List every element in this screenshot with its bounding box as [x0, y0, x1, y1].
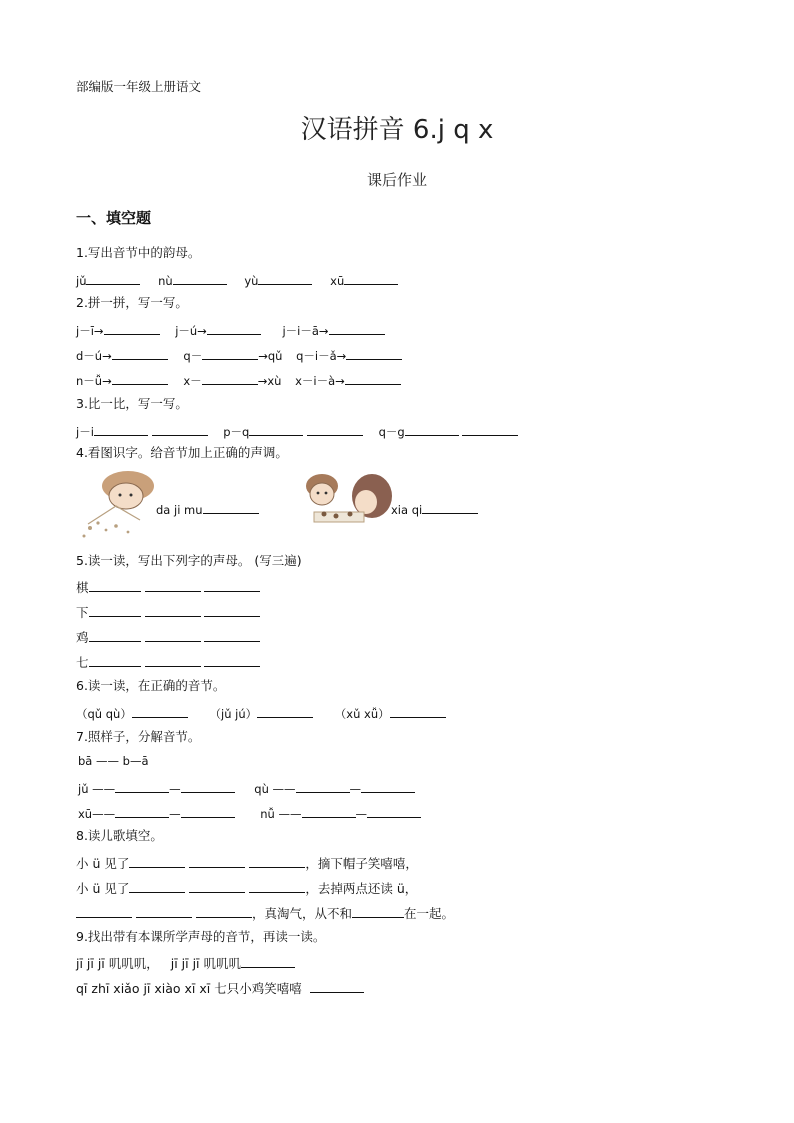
answer-blank[interactable] — [203, 502, 259, 514]
q2-syllable: n－ǚ→ — [76, 374, 112, 388]
q2-row-1 — [76, 323, 385, 338]
answer-blank[interactable] — [115, 781, 169, 793]
q9-text: jī jī jī 叽叽叽， — [76, 956, 159, 971]
answer-blank[interactable] — [204, 605, 260, 617]
q3-pair: q－g — [378, 425, 405, 439]
q2-syllable: j－i－ā→ — [282, 324, 329, 338]
q7-dash: — — [169, 807, 181, 821]
answer-blank[interactable] — [361, 781, 415, 793]
q2-row-2 — [76, 348, 402, 363]
q1-line — [76, 273, 398, 288]
q7-dash: — — [169, 782, 181, 796]
answer-blank[interactable] — [296, 781, 350, 793]
answer-blank[interactable] — [241, 956, 295, 968]
answer-blank[interactable] — [249, 881, 305, 893]
answer-blank[interactable] — [112, 348, 168, 360]
answer-blank[interactable] — [257, 706, 313, 718]
q3-prompt: 3.比一比，写一写。 — [76, 396, 188, 411]
q9-text: jī jī jī 叽叽叽 — [170, 956, 242, 971]
q5-char: 棋 — [76, 580, 89, 595]
answer-blank[interactable] — [207, 323, 261, 335]
q6-prompt: 6.读一读，在正确的音节。 — [76, 678, 226, 693]
answer-blank[interactable] — [249, 856, 305, 868]
answer-blank[interactable] — [462, 424, 518, 436]
answer-blank[interactable] — [145, 630, 201, 642]
answer-blank[interactable] — [173, 273, 227, 285]
answer-blank[interactable] — [422, 502, 478, 514]
answer-blank[interactable] — [115, 806, 169, 818]
answer-blank[interactable] — [204, 655, 260, 667]
answer-blank[interactable] — [352, 906, 404, 918]
answer-blank[interactable] — [329, 323, 385, 335]
answer-blank[interactable] — [181, 806, 235, 818]
q2-syllable: q－i－ǎ→ — [296, 349, 347, 363]
q6-option: （xǔ xǚ） — [334, 707, 390, 721]
answer-blank[interactable] — [94, 424, 148, 436]
answer-blank[interactable] — [76, 906, 132, 918]
q7-example: bā —— b—ā — [78, 754, 149, 768]
answer-blank[interactable] — [189, 856, 245, 868]
q8-text: ，真淘气，从不和 — [251, 906, 352, 921]
q5-prompt: 5.读一读，写出下列字的声母。 (写三遍) — [76, 553, 302, 568]
answer-blank[interactable] — [136, 906, 192, 918]
q3-pair: j－i — [76, 425, 94, 439]
answer-blank[interactable] — [129, 856, 185, 868]
answer-blank[interactable] — [104, 323, 160, 335]
q7-dash: — — [355, 807, 367, 821]
answer-blank[interactable] — [307, 424, 363, 436]
chess-playing-illustration — [300, 470, 394, 544]
chicken-feeding-illustration — [76, 468, 160, 544]
q8-line-1 — [76, 856, 418, 871]
q4-prompt: 4.看图识字。给音节加上正确的声调。 — [76, 445, 288, 460]
q9-line-1 — [76, 956, 295, 971]
section-heading: 一、填空题 — [76, 209, 152, 227]
q4-syllables: da ji mu — [156, 503, 203, 517]
answer-blank[interactable] — [145, 655, 201, 667]
q3-line — [76, 424, 518, 439]
answer-blank[interactable] — [145, 605, 201, 617]
q8-text: 小 ü 见了 — [76, 856, 130, 871]
q1-item: yù — [244, 274, 259, 288]
q4-item-2 — [391, 502, 478, 517]
answer-blank[interactable] — [310, 981, 364, 993]
answer-blank[interactable] — [86, 273, 140, 285]
answer-blank[interactable] — [145, 580, 201, 592]
answer-blank[interactable] — [346, 348, 402, 360]
answer-blank[interactable] — [202, 373, 258, 385]
answer-blank[interactable] — [204, 630, 260, 642]
q2-syllable: d－ú→ — [76, 349, 112, 363]
q2-prompt: 2.拼一拼，写一写。 — [76, 295, 188, 310]
q2-syllable: j－ī→ — [76, 324, 104, 338]
answer-blank[interactable] — [129, 881, 185, 893]
q2-syllable: q－ — [183, 349, 203, 363]
answer-blank[interactable] — [345, 373, 401, 385]
q7-syllable: xū—— — [78, 807, 116, 821]
q7-row-2 — [78, 806, 421, 821]
page-title: 汉语拼音 6.j q x — [300, 115, 494, 145]
q7-syllable: qù —— — [254, 782, 296, 796]
header-note: 部编版一年级上册语文 — [76, 79, 202, 94]
q5-row — [76, 605, 260, 620]
answer-blank[interactable] — [367, 806, 421, 818]
q9-prompt: 9.找出带有本课所学声母的音节，再读一读。 — [76, 929, 326, 944]
q7-row-1 — [78, 781, 415, 796]
q8-text: ，去掉两点还读 ü， — [305, 881, 418, 896]
answer-blank[interactable] — [390, 706, 446, 718]
answer-blank[interactable] — [344, 273, 398, 285]
answer-blank[interactable] — [89, 630, 141, 642]
q2-syllable: →qǔ — [258, 349, 283, 363]
answer-blank[interactable] — [405, 424, 459, 436]
q7-dash: — — [349, 782, 362, 796]
answer-blank[interactable] — [258, 273, 312, 285]
q9-line-2 — [76, 981, 364, 996]
q1-item: nù — [158, 274, 173, 288]
answer-blank[interactable] — [152, 424, 208, 436]
answer-blank[interactable] — [181, 781, 235, 793]
q7-prompt: 7.照样子，分解音节。 — [76, 729, 201, 744]
q6-line — [76, 706, 446, 721]
q8-prompt: 8.读儿歌填空。 — [76, 828, 163, 843]
q4-item-1 — [156, 502, 259, 517]
answer-blank[interactable] — [89, 580, 141, 592]
answer-blank[interactable] — [204, 580, 260, 592]
q2-syllable: x－ — [183, 374, 202, 388]
answer-blank[interactable] — [89, 605, 141, 617]
q1-item: jǔ — [76, 274, 87, 288]
q8-text: 在一起。 — [403, 906, 454, 921]
q5-char: 鸡 — [76, 630, 89, 645]
q6-option: （jǔ jú） — [209, 707, 258, 721]
q5-char: 下 — [76, 605, 89, 620]
answer-blank[interactable] — [196, 906, 252, 918]
q1-prompt: 1.写出音节中的韵母。 — [76, 245, 201, 260]
q5-row — [76, 655, 260, 670]
answer-blank[interactable] — [89, 655, 141, 667]
q2-syllable: x－i－à→ — [295, 374, 345, 388]
q3-pair: p－q — [223, 425, 250, 439]
q5-row — [76, 580, 260, 595]
q5-row — [76, 630, 260, 645]
q5-char: 七 — [76, 655, 89, 670]
q7-syllable: jǔ —— — [78, 782, 116, 796]
q2-row-3 — [76, 373, 401, 388]
q8-text: ，摘下帽子笑嘻嘻， — [305, 856, 418, 871]
answer-blank[interactable] — [132, 706, 188, 718]
q8-line-3 — [76, 906, 454, 921]
q4-syllables: xia qi — [391, 503, 423, 517]
answer-blank[interactable] — [112, 373, 168, 385]
answer-blank[interactable] — [189, 881, 245, 893]
q8-text: 小 ü 见了 — [76, 881, 130, 896]
q7-syllable: nǚ —— — [260, 807, 302, 821]
answer-blank[interactable] — [249, 424, 303, 436]
q2-syllable: →xù — [257, 374, 282, 388]
q8-line-2 — [76, 881, 417, 896]
answer-blank[interactable] — [302, 806, 356, 818]
q2-syllable: j－ú→ — [175, 324, 207, 338]
page-subtitle: 课后作业 — [366, 171, 427, 189]
q9-text: qī zhī xiǎo jī xiào xī xī 七只小鸡笑嘻嘻 — [76, 981, 302, 996]
q6-option: （qǔ qù） — [76, 707, 132, 721]
q1-item: xū — [330, 274, 345, 288]
answer-blank[interactable] — [202, 348, 258, 360]
